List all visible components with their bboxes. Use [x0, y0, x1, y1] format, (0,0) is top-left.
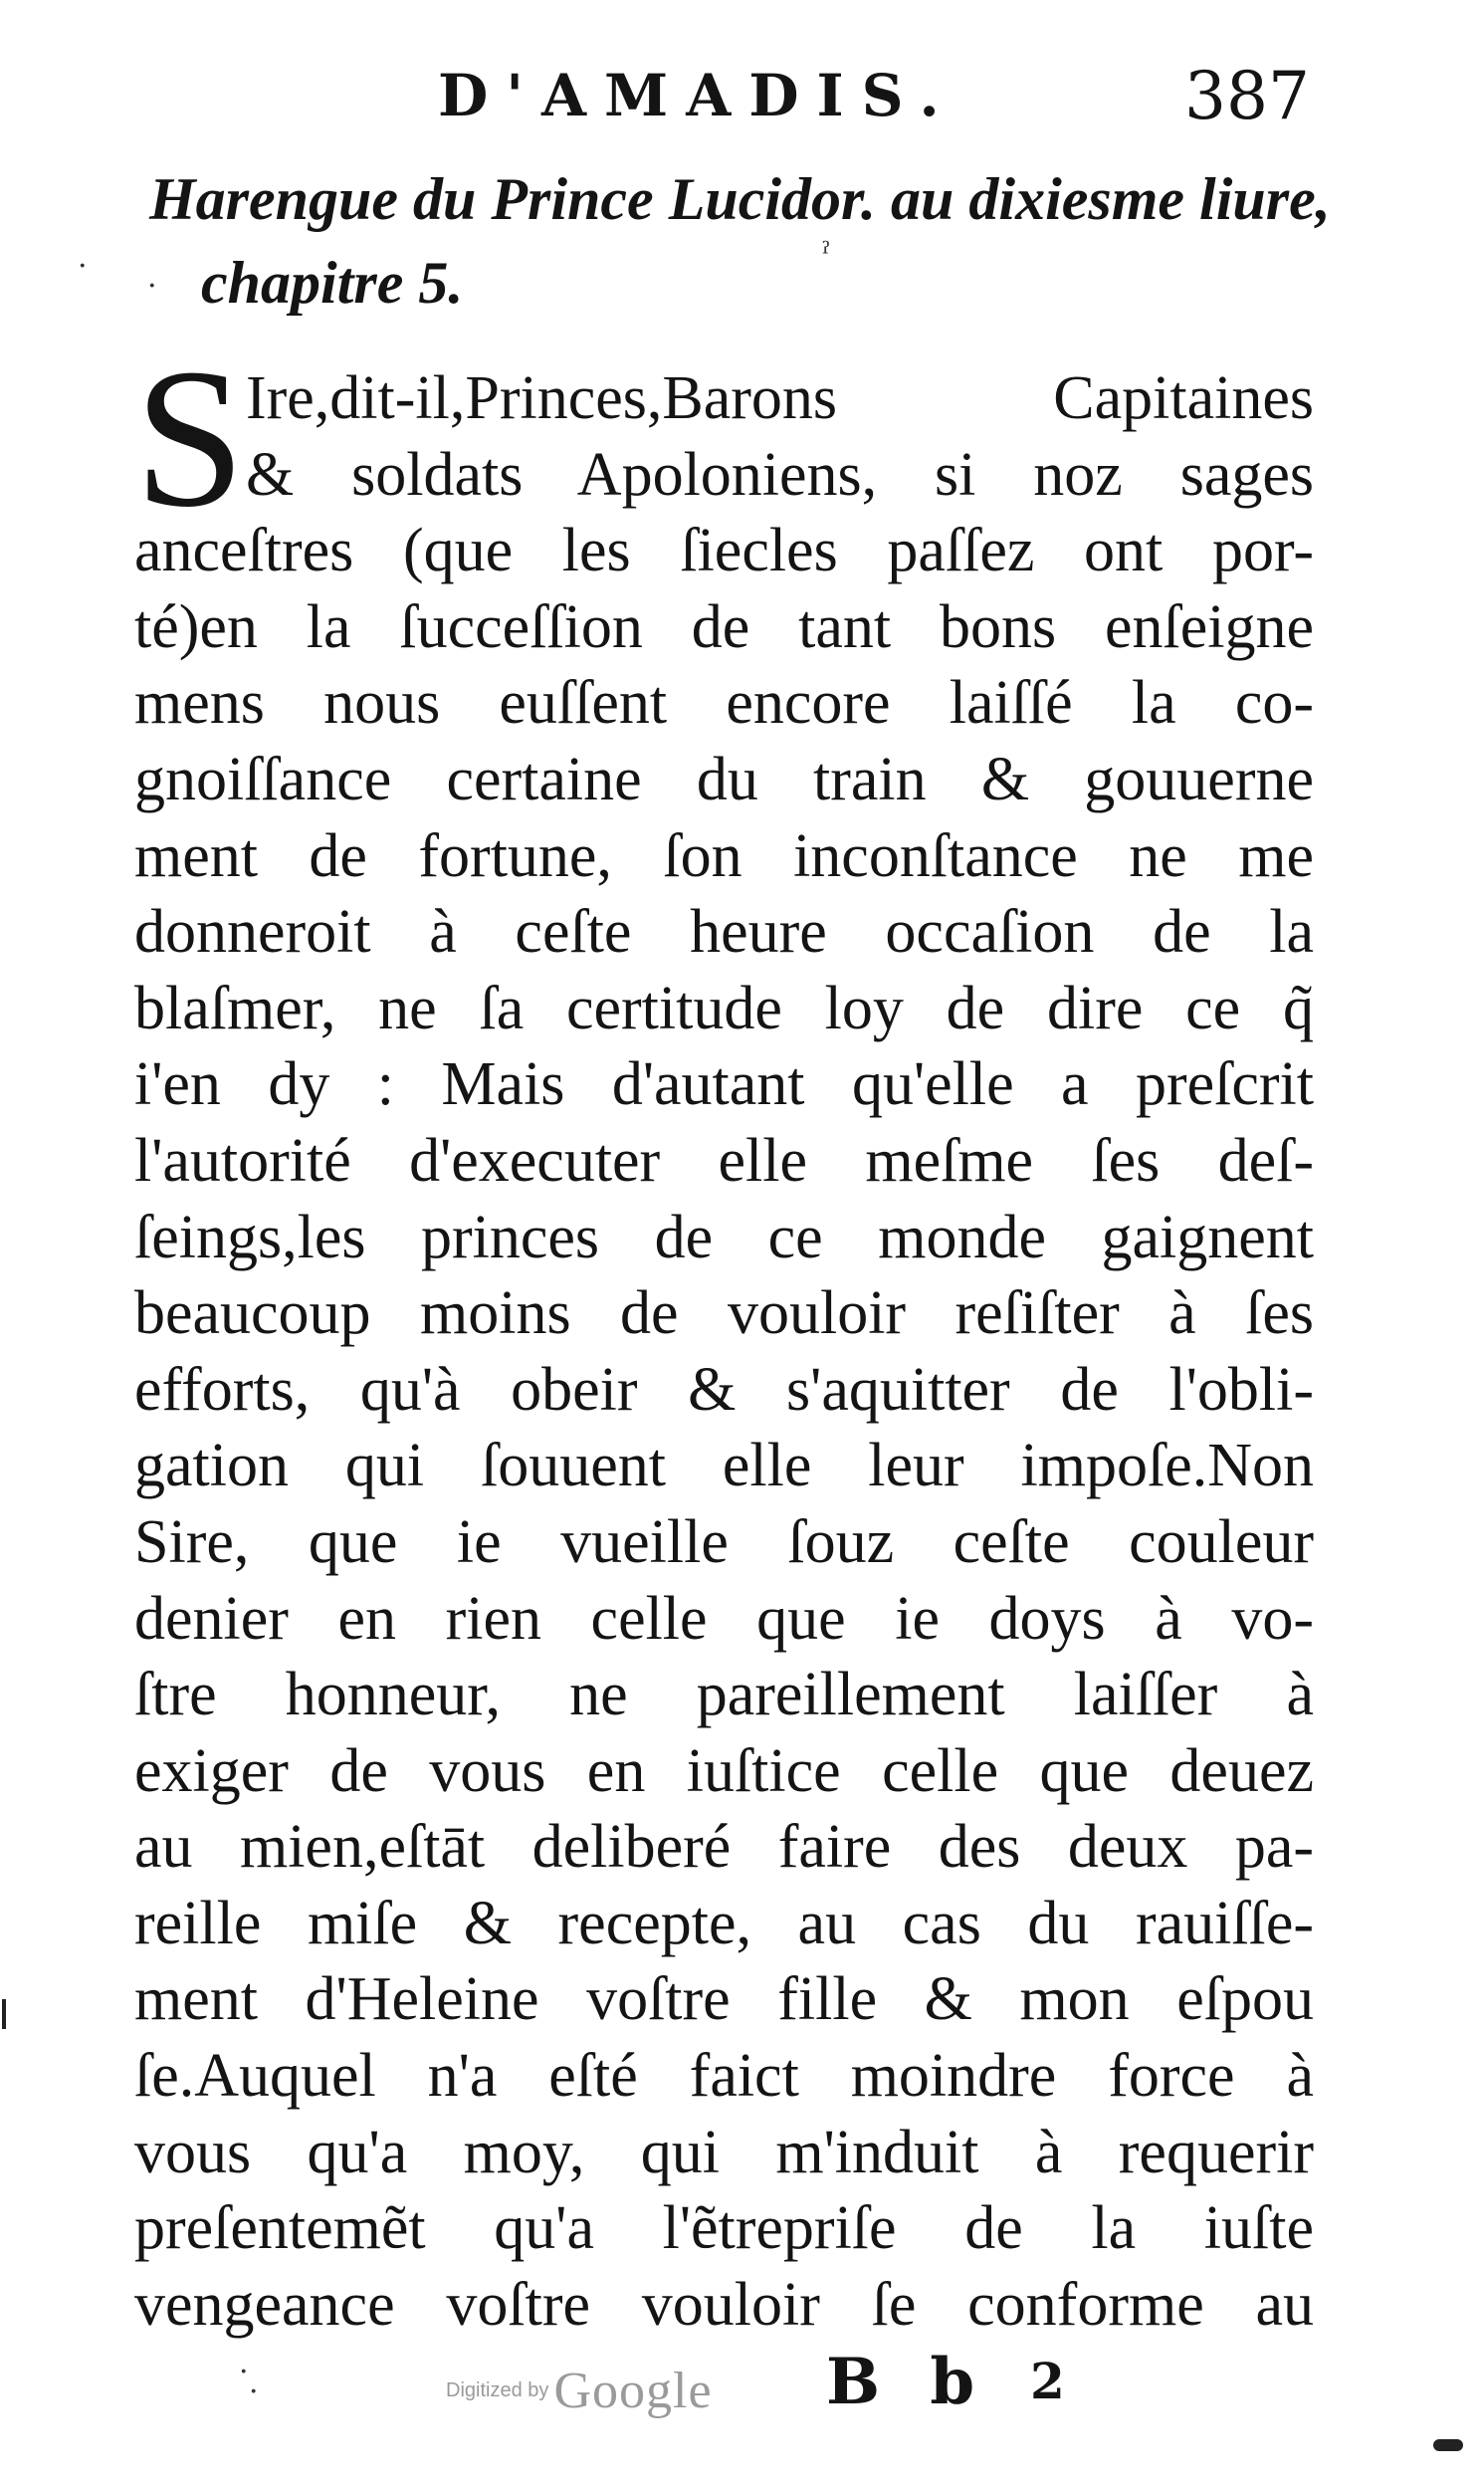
- text-line: reille miſe & recepte, au cas du rauiſſe-: [134, 1889, 1314, 1957]
- text-line: denier en rien celle que ie doys à vo-: [134, 1584, 1314, 1653]
- text-line: Sire, que ie vueille ſouz ceſte couleur: [134, 1507, 1314, 1576]
- text-line: ſe.Auquel n'a eſté faict moindre force à: [134, 2042, 1314, 2111]
- page-number: 387: [1184, 58, 1310, 134]
- signature-mark: B b: [826, 2345, 989, 2419]
- text-line: & soldats Apoloniens, si noz sages: [246, 440, 1314, 509]
- text-line: beaucoup moins de vouloir reſiſter à ſes: [134, 1279, 1314, 1348]
- heading-line-1: Harengue du Prince Lucidor. au dixiesme liure,: [149, 166, 1331, 232]
- stray-dot: ·: [249, 2375, 259, 2409]
- text-line: mens nous euſſent encore laiſſé la co-: [134, 669, 1314, 738]
- text-line: preſentemẽt qu'a l'ẽtrepriſe de la iuſte: [134, 2194, 1314, 2263]
- text-line: gation qui ſouuent elle leur impoſe.Non: [134, 1432, 1314, 1500]
- text-line: anceſtres (que les ſiecles paſſez ont por-: [134, 517, 1314, 585]
- scan-edge-mark: [1433, 2439, 1463, 2451]
- heading-line-2: chapitre 5.: [201, 250, 464, 316]
- text-line: ment d'Heleine voſtre fille & mon eſpou: [134, 1965, 1314, 2034]
- text-line: gnoiſſance certaine du train & gouuerne: [134, 745, 1314, 813]
- text-line: exiger de vous en iuſtice celle que deuez: [134, 1736, 1314, 1805]
- drop-cap: S: [134, 329, 246, 549]
- scan-edge-mark: [2, 1999, 6, 2029]
- text-line: donneroit à ceſte heure occaſion de la: [134, 898, 1314, 967]
- running-head-title: D'AMADIS.: [438, 62, 957, 129]
- text-line: ſeings,les princes de ce monde gaignent: [134, 1203, 1314, 1271]
- signature-number: 2: [1030, 2352, 1065, 2410]
- text-line: l'autorité d'executer elle meſme ſes deſ-: [134, 1126, 1314, 1195]
- text-line: vous qu'a moy, qui m'induit à requerir: [134, 2118, 1314, 2186]
- text-line: ment de fortune, ſon inconſtance ne me: [134, 821, 1314, 890]
- text-line: au mien,eſtāt deliberé faire des deux pa-: [134, 1813, 1314, 1882]
- stray-dot: ˀ: [822, 237, 831, 272]
- watermark-prefix: Digitized by: [446, 2379, 549, 2401]
- stray-dot: ·: [239, 2355, 249, 2389]
- text-line: Ire,dit-il,Princes,Barons Capitaines: [246, 364, 1314, 432]
- text-line: ſtre honneur, ne pareillement laiſſer à: [134, 1661, 1314, 1729]
- body-text: [134, 329, 1314, 2343]
- text-line: i'en dy : Mais d'autant qu'elle a preſcrit: [134, 1050, 1314, 1119]
- stray-dot: ·: [78, 249, 88, 284]
- stray-dot: ·: [147, 269, 157, 304]
- text-line: vengeance voſtre vouloir ſe conforme au: [134, 2270, 1314, 2339]
- chapter-heading: [149, 157, 1334, 325]
- digitized-watermark: [446, 2362, 713, 2420]
- text-line: té)en la ſucceſſion de tant bons enſeigne: [134, 592, 1314, 661]
- google-logo: Google: [553, 2363, 713, 2419]
- text-line: blaſmer, ne ſa certitude loy de dire ce q̃: [134, 974, 1314, 1042]
- text-line: efforts, qu'à obeir & s'aquitter de l'obli-: [134, 1355, 1314, 1424]
